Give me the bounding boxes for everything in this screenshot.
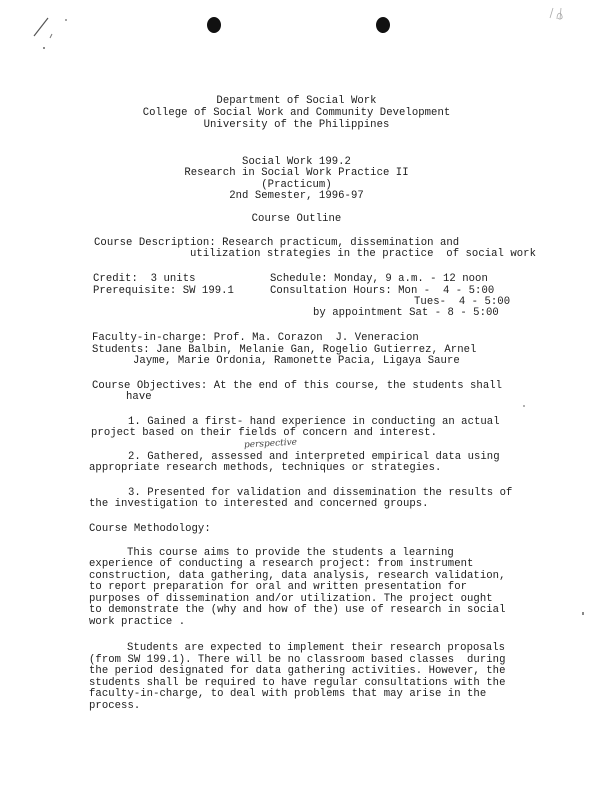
course-subtitle: (Practicum)	[261, 179, 332, 191]
objectives-intro: Course Objectives: At the end of this course, the students shall	[92, 380, 503, 392]
objective-2-line1: 2. Gathered, assessed and interpreted empirical data using	[128, 451, 500, 463]
methodology-p1-line4: to report preparation for oral and written presentation for	[89, 581, 468, 593]
margin-speck	[523, 405, 525, 407]
punch-hole-right	[376, 17, 390, 33]
course-description-line2: utilization strategies in the practice of social work	[190, 248, 536, 260]
college-name: College of Social Work and Community Development	[142, 107, 451, 119]
objective-2-line2: appropriate research methods, techniques or strategies.	[89, 462, 442, 474]
scan-mark-topleft	[30, 8, 70, 58]
by-appointment: by appointment Sat - 8 - 5:00	[313, 307, 499, 319]
students-line1: Students: Jane Balbin, Melanie Gan, Rogelio Gutierrez, Arnel	[92, 344, 477, 356]
semester: 2nd Semester, 1996-97	[229, 190, 364, 202]
methodology-p2-line4: students shall be required to have regular consultations with the	[89, 677, 506, 689]
punch-hole-left	[207, 17, 221, 33]
credit: Credit: 3 units	[93, 273, 196, 285]
outline-heading: Course Outline	[251, 213, 342, 225]
university-name: University of the Philippines	[203, 119, 390, 131]
methodology-p1-line3: construction, data gathering, data analysis, research validation,	[89, 570, 506, 582]
methodology-p1-line2: experience of conducting a research project: from instrument	[89, 558, 474, 570]
objective-1-line1: 1. Gained a first- hand experience in conducting an actual	[128, 416, 500, 428]
consultation-hours: Consultation Hours: Mon - 4 - 5:00	[270, 285, 495, 297]
faculty-in-charge: Faculty-in-charge: Prof. Ma. Corazon J. Veneracion	[92, 332, 419, 344]
course-code: Social Work 199.2	[242, 156, 351, 168]
objective-1-line2: project based on their fields of concern and interest.	[91, 427, 437, 439]
schedule: Schedule: Monday, 9 a.m. - 12 noon	[270, 273, 488, 285]
methodology-p2-line3: the period designated for data gathering activities. However, the	[89, 665, 506, 677]
methodology-p2-line6: process.	[89, 700, 141, 712]
objective-3-line2: the investigation to interested and concerned groups.	[89, 498, 429, 510]
consultation-tuesday: Tues- 4 - 5:00	[414, 296, 511, 308]
methodology-p2-line5: faculty-in-charge, to deal with problems that may arise in the	[89, 688, 487, 700]
methodology-p1-line6: to demonstrate the (why and how of the) use of research in social	[89, 604, 506, 616]
prerequisite: Prerequisite: SW 199.1	[93, 285, 234, 297]
margin-speck-2	[582, 612, 584, 615]
objectives-intro-cont: have	[126, 391, 152, 403]
department-name: Department of Social Work	[216, 95, 377, 107]
methodology-p1-line1: This course aims to provide the students a learning	[127, 547, 454, 559]
handwritten-annotation: perspective	[243, 437, 298, 451]
objective-3-line1: 3. Presented for validation and dissemination the results of	[128, 487, 513, 499]
course-description-line1: Course Description: Research practicum, dissemination and	[94, 237, 460, 249]
students-line2: Jayme, Marie Ordonia, Ramonette Pacia, Ligaya Saure	[133, 355, 460, 367]
methodology-p2-line2: (from SW 199.1). There will be no classroom based classes during	[89, 654, 506, 666]
methodology-p1-line7: work practice .	[89, 616, 186, 628]
methodology-heading: Course Methodology:	[89, 523, 211, 535]
course-title: Research in Social Work Practice II	[184, 167, 409, 179]
methodology-p1-line5: purposes of dissemination and/or utilization. The project ought	[89, 593, 493, 605]
methodology-p2-line1: Students are expected to implement their research proposals	[127, 642, 506, 654]
corner-pencil-mark	[548, 6, 572, 22]
